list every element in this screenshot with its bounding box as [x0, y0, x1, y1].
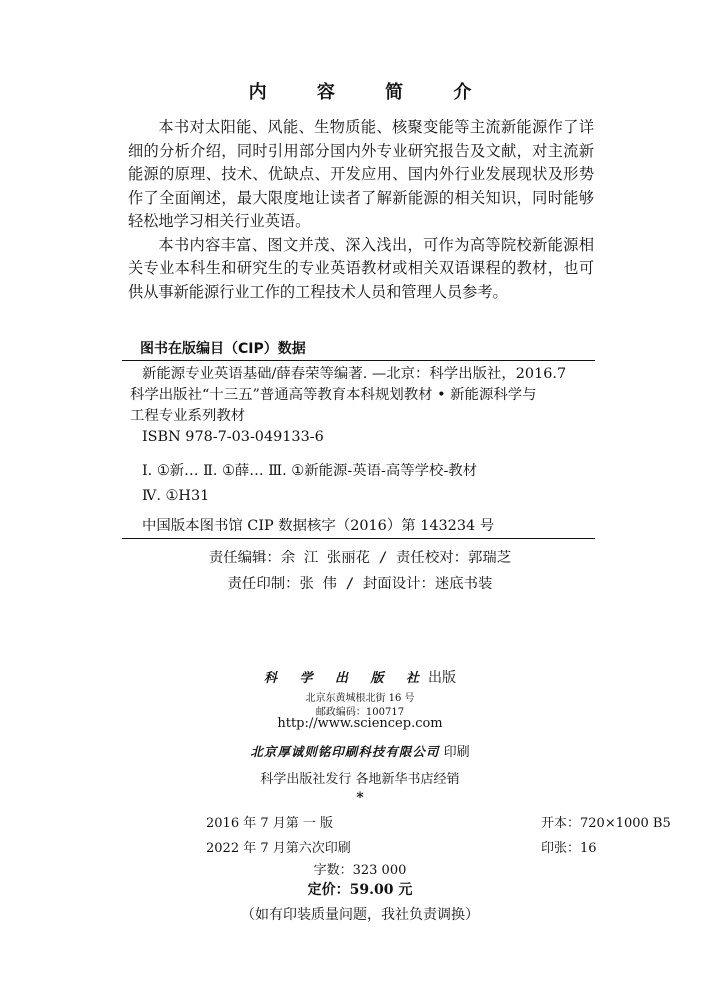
editor-credits: 责任编辑：余 江 张丽花 / 责任校对：郭瑞芝 [208, 550, 512, 566]
cip-line-2: 科学出版社“十三五”普通高等教育本科规划教材 • 新能源科学与 [130, 387, 537, 403]
publisher-line [0, 667, 720, 687]
printer-line [0, 741, 720, 760]
quality-note: （如有印装质量问题，我社负责调换） [241, 907, 479, 923]
summary-paragraph-2: 本书内容丰富、图文并茂、深入浅出，可作为高等院校新能源相关专业本科生和研究生的专业英语教材或相关双语课程的教材，也可供从事新能源行业工作的工程技术人员和管理人员参考。 [128, 235, 594, 301]
publisher-postcode: 邮政编码：100717 [315, 707, 405, 718]
printer-name: 北京厚诚则铭印刷科技有限公司 [250, 744, 440, 759]
cip-class-line-1: Ⅰ. ①新… Ⅱ. ①薛… Ⅲ. ①新能源-英语-高等学校-教材 [142, 463, 478, 479]
cip-classification [130, 459, 600, 509]
summary-paragraph-1: 本书对太阳能、风能、生物质能、核聚变能等主流新能源作了详细的分析介绍，同时引用部分国内外专业研究报告及文献，对主流新能源的原理、技术、优缺点、开发应用、国内外行业发展现状及形势作了全面阐述，最大限度地让读者了解新能源的相关知识，同时能够轻松地学习相关行业英语。 [128, 118, 594, 230]
print-sheets: 印张：16 [541, 841, 597, 856]
printing-date: 2022 年 7 月第六次印刷 [206, 841, 351, 856]
format-size: 开本：720×1000 B5 [541, 816, 671, 831]
word-count: 字数：323 000 [313, 863, 407, 878]
content-summary [128, 116, 594, 304]
publisher-suffix: 出版 [428, 670, 457, 686]
printer-suffix: 印刷 [443, 745, 470, 760]
publisher-address: 北京东黄城根北街 16 号 [305, 693, 415, 704]
publisher-name: 科 学 出 版 社 [263, 671, 429, 686]
cip-class-line-2: Ⅳ. ①H31 [142, 488, 210, 504]
cip-number: 中国版本图书馆 CIP 数据核字（2016）第 143234 号 [142, 518, 495, 534]
cip-top-rule [122, 360, 595, 361]
separator-star: * [356, 790, 364, 806]
distribution-line: 科学出版社发行 各地新华书店经销 [260, 772, 460, 787]
cip-line-3: 工程专业系列教材 [130, 408, 246, 424]
price: 定价：59.00 元 [307, 882, 413, 898]
cip-bottom-rule [122, 538, 595, 539]
page-title: 内 容 简 介 [248, 82, 494, 103]
publisher-website: http://www.sciencep.com [277, 716, 443, 731]
cip-record [130, 364, 594, 448]
cip-isbn: ISBN 978-7-03-049133-6 [142, 429, 324, 445]
cip-line-1: 新能源专业英语基础/薛春荣等编著. —北京：科学出版社，2016.7 [142, 366, 567, 382]
edition-row [206, 812, 671, 831]
printing-row [206, 837, 597, 856]
cip-heading: 图书在版编目（CIP）数据 [140, 341, 306, 357]
production-credits: 责任印制：张 伟 / 封面设计：迷底书装 [227, 576, 493, 592]
edition-date: 2016 年 7 月第 一 版 [206, 816, 334, 831]
